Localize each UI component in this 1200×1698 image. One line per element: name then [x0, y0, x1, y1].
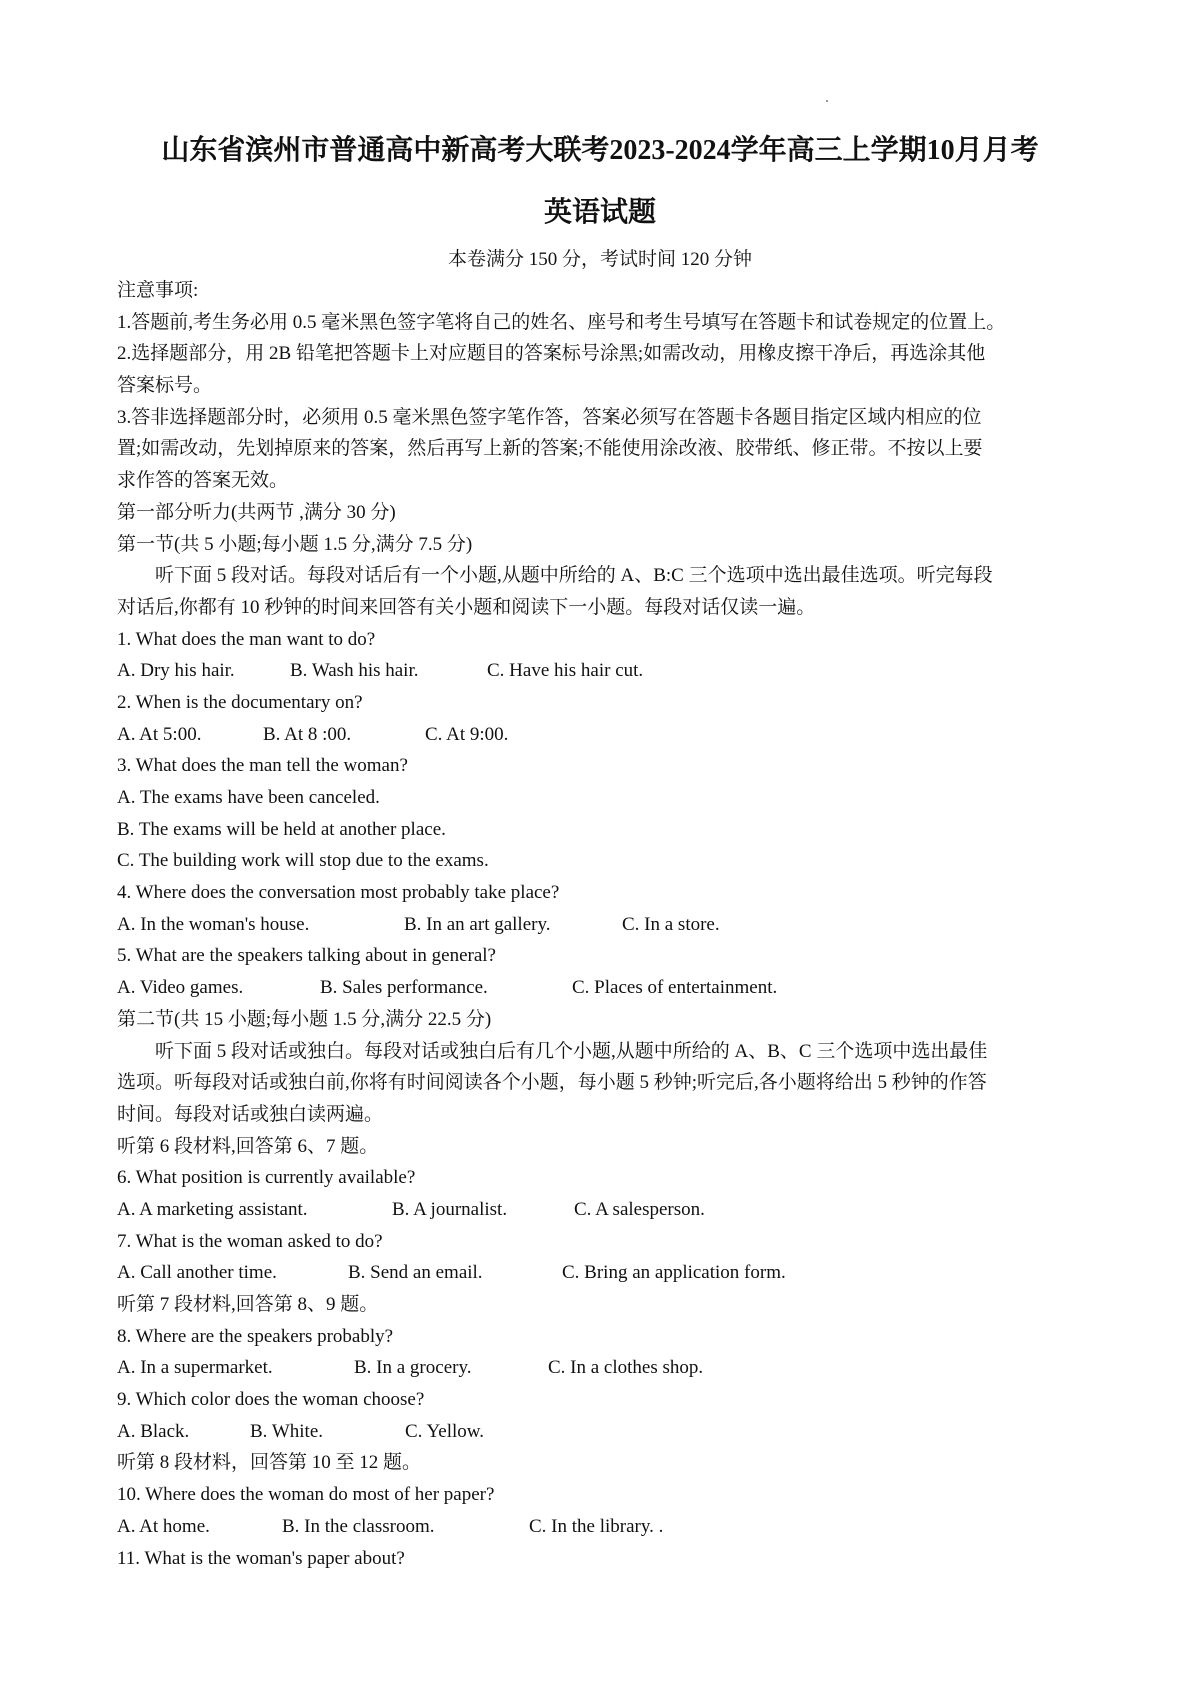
question-9: 9. Which color does the woman choose?: [117, 1389, 425, 1411]
option-c: C. Yellow.: [405, 1420, 485, 1442]
section2-instructions: 选项。听每段对话或独白前,你将有时间阅读各个小题，每小题 5 秒钟;听完后,各小题将给出 5 秒钟的作答: [117, 1072, 987, 1094]
question-3: 3. What does the man tell the woman?: [117, 755, 408, 777]
option-a: A. In a supermarket.: [117, 1357, 273, 1379]
options-5: [117, 972, 1097, 1004]
option-b: B. In the classroom.: [282, 1515, 435, 1537]
option-c: C. The building work will stop due to the exams.: [117, 850, 489, 872]
option-c: C. Bring an application form.: [562, 1262, 786, 1284]
option-c: C. In a store.: [622, 913, 720, 935]
option-a: A. In the woman's house.: [117, 913, 310, 935]
subject-title: 英语试题: [543, 197, 656, 228]
scan-mark: [826, 100, 828, 102]
section2-instructions: 时间。每段对话或独白读两遍。: [117, 1103, 384, 1125]
section1-instructions: 听下面 5 段对话。每段对话后有一个小题,从题中所给的 A、B:C 三个选项中选出最佳选项。听完每段: [155, 565, 993, 587]
option-b: B. Send an email.: [348, 1262, 483, 1284]
options-2: [117, 719, 1097, 751]
section2-heading: 第二节(共 15 小题;每小题 1.5 分,满分 22.5 分): [117, 1008, 492, 1030]
option-b: B. In a grocery.: [354, 1357, 472, 1379]
option-a: A. Call another time.: [117, 1262, 277, 1284]
option-c: C. In a clothes shop.: [548, 1357, 704, 1379]
material-8: 听第 8 段材料，回答第 10 至 12 题。: [117, 1452, 422, 1474]
section1-heading: 第一节(共 5 小题;每小题 1.5 分,满分 7.5 分): [117, 533, 473, 555]
option-a: A. Video games.: [117, 977, 244, 999]
notes-heading: 注意事项:: [117, 280, 199, 301]
note-line: 答案标号。: [117, 375, 213, 397]
option-b: B. The exams will be held at another place.: [117, 818, 446, 840]
option-b: B. A journalist.: [392, 1198, 508, 1220]
option-b: B. Sales performance.: [320, 977, 488, 999]
note-line: 置;如需改动，先划掉原来的答案，然后再写上新的答案;不能使用涂改液、胶带纸、修正带。不按以上要: [117, 438, 983, 460]
question-1: 1. What does the man want to do?: [117, 628, 376, 650]
option-b: B. Wash his hair.: [290, 660, 419, 682]
material-6: 听第 6 段材料,回答第 6、7 题。: [117, 1135, 379, 1157]
section1-instructions: 对话后,你都有 10 秒钟的时间来回答有关小题和阅读下一小题。每段对话仅读一遍。: [117, 596, 816, 618]
note-line: 3.答非选择题部分时，必须用 0.5 毫米黑色签字笔作答，答案必须写在答题卡各题目指定区域内相应的位: [117, 406, 982, 428]
exam-info: 本卷满分 150 分，考试时间 120 分钟: [447, 249, 752, 270]
question-5: 5. What are the speakers talking about in general?: [117, 945, 496, 967]
option-c: C. At 9:00.: [425, 723, 509, 745]
options-8: [117, 1352, 1097, 1384]
note-line: 1.答题前,考生务必用 0.5 毫米黑色签字笔将自己的姓名、座号和考生号填写在答题卡和试卷规定的位置上。: [117, 311, 1006, 333]
options-4: [117, 909, 1097, 941]
options-7: [117, 1257, 1097, 1289]
option-a: A. The exams have been canceled.: [117, 787, 380, 808]
question-4: 4. Where does the conversation most probably take place?: [117, 882, 560, 904]
exam-title: 山东省滨州市普通高中新高考大联考2023-2024学年高三上学期10月月考: [161, 135, 1039, 166]
note-line: 求作答的答案无效。: [117, 470, 289, 492]
options-6: [117, 1194, 1097, 1226]
exam-body: [117, 275, 1097, 1574]
option-c: C. Places of entertainment.: [572, 977, 778, 999]
question-2: 2. When is the documentary on?: [117, 691, 363, 713]
options-10: [117, 1511, 1097, 1543]
question-8: 8. Where are the speakers probably?: [117, 1325, 394, 1347]
option-a: A. A marketing assistant.: [117, 1198, 308, 1220]
option-b: B. White.: [250, 1420, 324, 1442]
question-7: 7. What is the woman asked to do?: [117, 1230, 383, 1252]
option-b: B. In an art gallery.: [404, 913, 551, 935]
option-a: A. Dry his hair.: [117, 660, 235, 682]
option-a: A. Black.: [117, 1420, 190, 1442]
part1-heading: 第一部分听力(共两节 ,满分 30 分): [117, 501, 396, 523]
option-c: C. A salesperson.: [574, 1198, 705, 1220]
note-line: 2.选择题部分，用 2B 铅笔把答题卡上对应题目的答案标号涂黑;如需改动，用橡皮擦干净后，再选涂其他: [117, 343, 986, 365]
question-10: 10. Where does the woman do most of her paper?: [117, 1484, 495, 1506]
option-a: A. At 5:00.: [117, 723, 202, 745]
option-c: C. Have his hair cut.: [487, 660, 644, 682]
question-6: 6. What position is currently available?: [117, 1167, 416, 1189]
option-a: A. At home.: [117, 1515, 210, 1537]
question-11: 11. What is the woman's paper about?: [117, 1547, 405, 1569]
section2-instructions: 听下面 5 段对话或独白。每段对话或独白后有几个小题,从题中所给的 A、B、C 三个选项中选出最佳: [155, 1040, 988, 1062]
option-c: C. In the library. .: [529, 1515, 664, 1537]
material-7: 听第 7 段材料,回答第 8、9 题。: [117, 1294, 379, 1315]
options-9: [117, 1416, 1097, 1448]
option-b: B. At 8 :00.: [263, 723, 352, 745]
options-1: [117, 655, 1097, 687]
